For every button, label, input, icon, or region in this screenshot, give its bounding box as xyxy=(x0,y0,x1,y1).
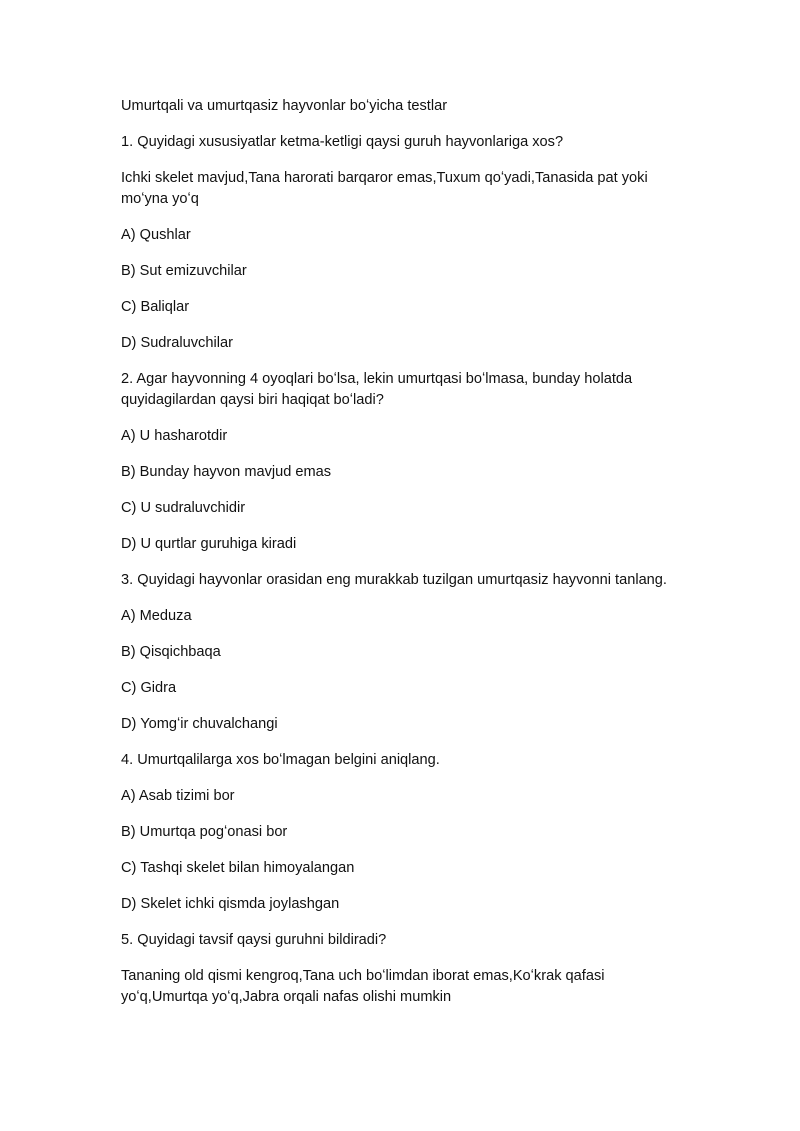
question-3-text: 3. Quyidagi hayvonlar orasidan eng murakkab tuzilgan umurtqasiz hayvonni tanlang. xyxy=(121,572,667,588)
question-1-description: Ichki skelet mavjud,Tana harorati barqaror emas,Tuxum qoʻyadi,Tanasida pat yoki moʻyna yoʻq xyxy=(121,170,648,207)
question-3-option-a: A) Meduza xyxy=(121,608,192,624)
question-1-option-b: B) Sut emizuvchilar xyxy=(121,263,247,279)
question-3-option-b: B) Qisqichbaqa xyxy=(121,644,221,660)
question-4-option-d: D) Skelet ichki qismda joylashgan xyxy=(121,896,340,912)
question-2-text: 2. Agar hayvonning 4 oyoqlari boʻlsa, lekin umurtqasi boʻlmasa, bunday holatda quyidagilardan qaysi biri haqiqat boʻladi? xyxy=(121,371,633,408)
document-page xyxy=(121,96,681,1023)
document-title: Umurtqali va umurtqasiz hayvonlar boʻyicha testlar xyxy=(121,98,448,114)
question-2-option-c: C) U sudraluvchidir xyxy=(121,500,246,516)
question-4-option-b: B) Umurtqa pogʻonasi bor xyxy=(121,824,288,840)
question-4-option-a: A) Asab tizimi bor xyxy=(121,788,235,804)
question-1-option-a: A) Qushlar xyxy=(121,227,191,243)
question-2-option-a: A) U hasharotdir xyxy=(121,428,228,444)
question-2-option-d: D) U qurtlar guruhiga kiradi xyxy=(121,536,297,552)
question-5-description: Tananing old qismi kengroq,Tana uch boʻlimdan iborat emas,Koʻkrak qafasi yoʻq,Umurtqa yoʻq,Jabra orqali nafas olishi mumkin xyxy=(121,968,605,1005)
question-4-option-c: C) Tashqi skelet bilan himoyalangan xyxy=(121,860,355,876)
question-5-text: 5. Quyidagi tavsif qaysi guruhni bildiradi? xyxy=(121,932,387,948)
question-4-text: 4. Umurtqalilarga xos boʻlmagan belgini aniqlang. xyxy=(121,752,440,768)
question-3-option-c: C) Gidra xyxy=(121,680,177,696)
question-1-option-c: C) Baliqlar xyxy=(121,299,190,315)
question-1-text: 1. Quyidagi xususiyatlar ketma-ketligi qaysi guruh hayvonlariga xos? xyxy=(121,134,564,150)
question-3-option-d: D) Yomgʻir chuvalchangi xyxy=(121,716,278,732)
question-2-option-b: B) Bunday hayvon mavjud emas xyxy=(121,464,332,480)
question-1-option-d: D) Sudraluvchilar xyxy=(121,335,233,351)
